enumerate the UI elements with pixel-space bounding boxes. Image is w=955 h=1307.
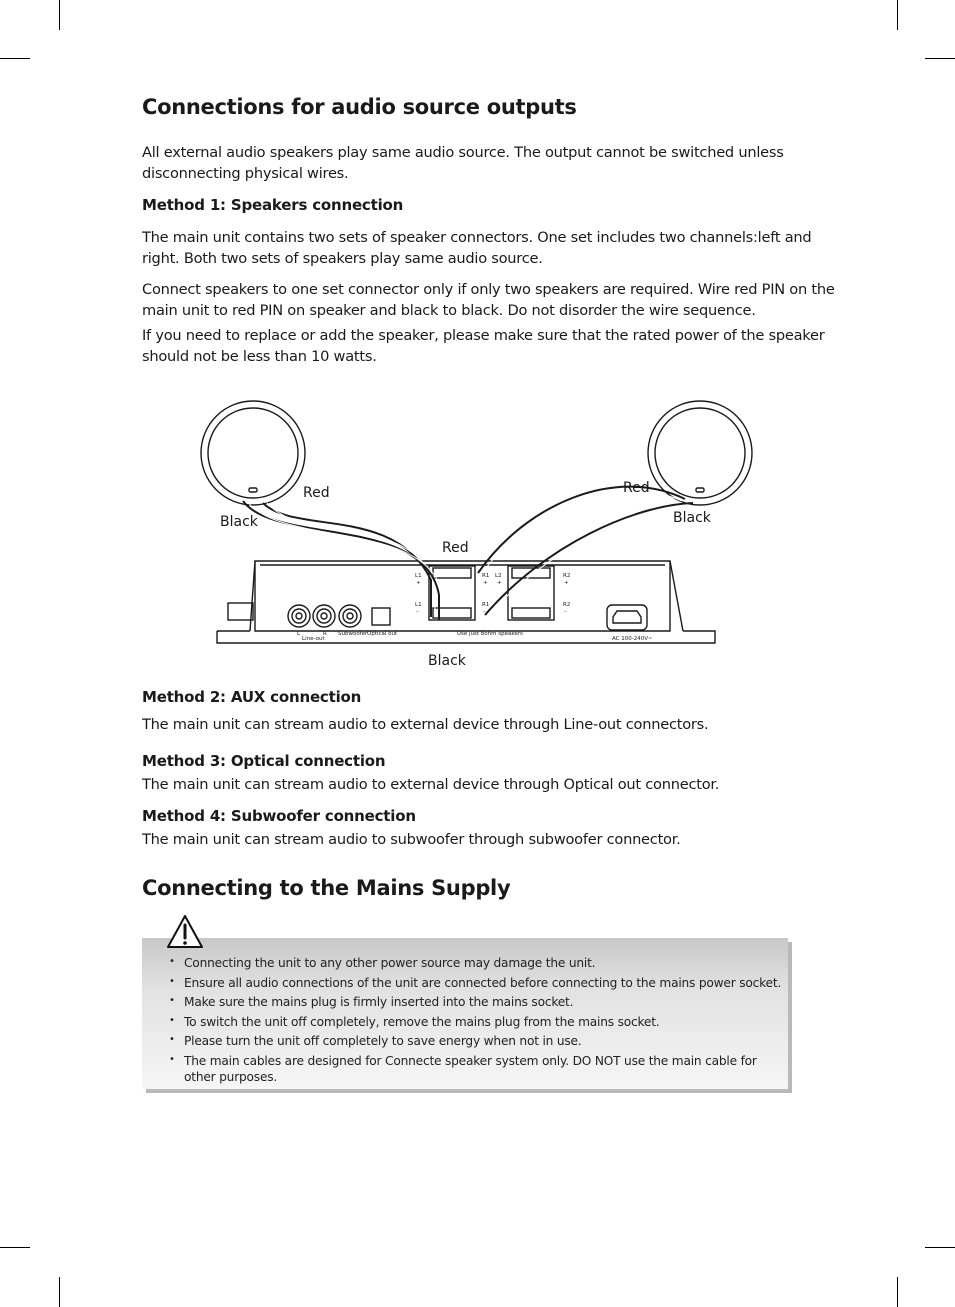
terminal-block-1: [429, 566, 475, 620]
caution-item: • Connecting the unit to any other power source may damage the unit.: [169, 956, 596, 970]
right-speaker: [648, 401, 752, 505]
wire-label-black-right: Black: [673, 510, 711, 526]
connector-label: Subwoofer: [338, 631, 368, 637]
terminal-label: R2: [563, 602, 571, 608]
crop-mark: [897, 0, 898, 30]
terminal-label: R2: [563, 573, 571, 579]
terminal-label: L2: [495, 573, 502, 579]
connector-label: Optical out: [367, 631, 398, 637]
crop-mark: [897, 1277, 898, 1307]
terminal-label: R1: [482, 602, 490, 608]
left-speaker: [201, 401, 305, 505]
wire-label-red-center: Red: [442, 540, 469, 556]
terminal-label: –: [416, 609, 419, 615]
intro-paragraph: All external audio speakers play same audio source. The output cannot be switched unless disconnecting physical wires.: [142, 144, 784, 182]
terminal-label: +: [497, 580, 502, 586]
terminal-label: +: [483, 580, 488, 586]
crop-mark: [925, 58, 955, 59]
wiring-diagram: [195, 395, 765, 675]
crop-mark: [0, 1247, 30, 1248]
crop-mark: [925, 1247, 955, 1248]
connector-label: AC 100-240V~: [612, 636, 653, 642]
bullet: •: [169, 1053, 175, 1065]
terminal-label: R1: [482, 573, 490, 579]
method2-text: The main unit can stream audio to external device through Line-out connectors.: [142, 716, 709, 733]
crop-mark: [59, 1277, 60, 1307]
crop-mark: [59, 0, 60, 30]
caution-item: • Please turn the unit off completely to save energy when not in use.: [169, 1034, 582, 1049]
caution-box: [142, 938, 788, 1089]
method1-title: Method 1: Speakers connection: [142, 196, 404, 214]
caution-item: • Make sure the mains plug is firmly inserted into the mains socket.: [169, 995, 574, 1010]
wire-label-red-right: Red: [623, 480, 650, 496]
bullet: •: [169, 1034, 175, 1046]
terminal-label: –: [483, 609, 486, 615]
wire-label-red-left: Red: [303, 485, 330, 501]
wire-label-black-bottom: Black: [428, 653, 466, 669]
terminal-block-2: [508, 566, 554, 620]
method1-paragraph-1: The main unit contains two sets of speaker connectors. One set includes two channels:left and right. Both two sets of speakers play same audio source.: [142, 229, 812, 267]
crop-mark: [0, 58, 30, 59]
terminal-label: +: [416, 580, 421, 586]
wire-label-black-left: Black: [220, 514, 258, 530]
caution-item: • The main cables are designed for Connecte speaker system only. DO NOT use the main cable for other purposes.: [169, 1053, 757, 1084]
method2-title: Method 2: AUX connection: [142, 688, 362, 706]
method1-paragraph-2: Connect speakers to one set connector only if only two speakers are required. Wire red PIN on the main unit to red PIN on speaker and black to black. Do not disorder the wire sequence.: [142, 281, 835, 319]
bullet: •: [169, 975, 175, 987]
section-heading-mains: Connecting to the Mains Supply: [142, 876, 511, 900]
method3-text: The main unit can stream audio to external device through Optical out connector.: [142, 776, 720, 793]
warning-triangle-icon: [166, 914, 204, 950]
connector-label: R: [323, 631, 327, 637]
caution-item: • To switch the unit off completely, remove the mains plug from the mains socket.: [169, 1014, 660, 1029]
connector-label: Use just 8ohm speakers: [457, 631, 523, 637]
connector-label: Line-out: [302, 636, 325, 642]
terminal-label: +: [564, 580, 569, 586]
connector-label: L: [297, 631, 301, 637]
terminal-label: –: [564, 609, 567, 615]
bullet: •: [169, 956, 175, 967]
bullet: •: [169, 995, 175, 1007]
bullet: •: [169, 1014, 175, 1026]
method1-paragraph-3: If you need to replace or add the speaker, please make sure that the rated power of the speaker should not be less than 10 watts.: [142, 327, 825, 365]
section-heading-audio: Connections for audio source outputs: [142, 95, 577, 119]
method4-text: The main unit can stream audio to subwoofer through subwoofer connector.: [142, 831, 681, 848]
caution-item: • Ensure all audio connections of the unit are connected before connecting to the mains power socket.: [169, 975, 782, 990]
caution-list: [142, 938, 788, 1085]
method3-title: Method 3: Optical connection: [142, 752, 386, 770]
terminal-label: L1: [415, 602, 422, 608]
terminal-label: L1: [415, 573, 422, 579]
method4-title: Method 4: Subwoofer connection: [142, 807, 416, 825]
